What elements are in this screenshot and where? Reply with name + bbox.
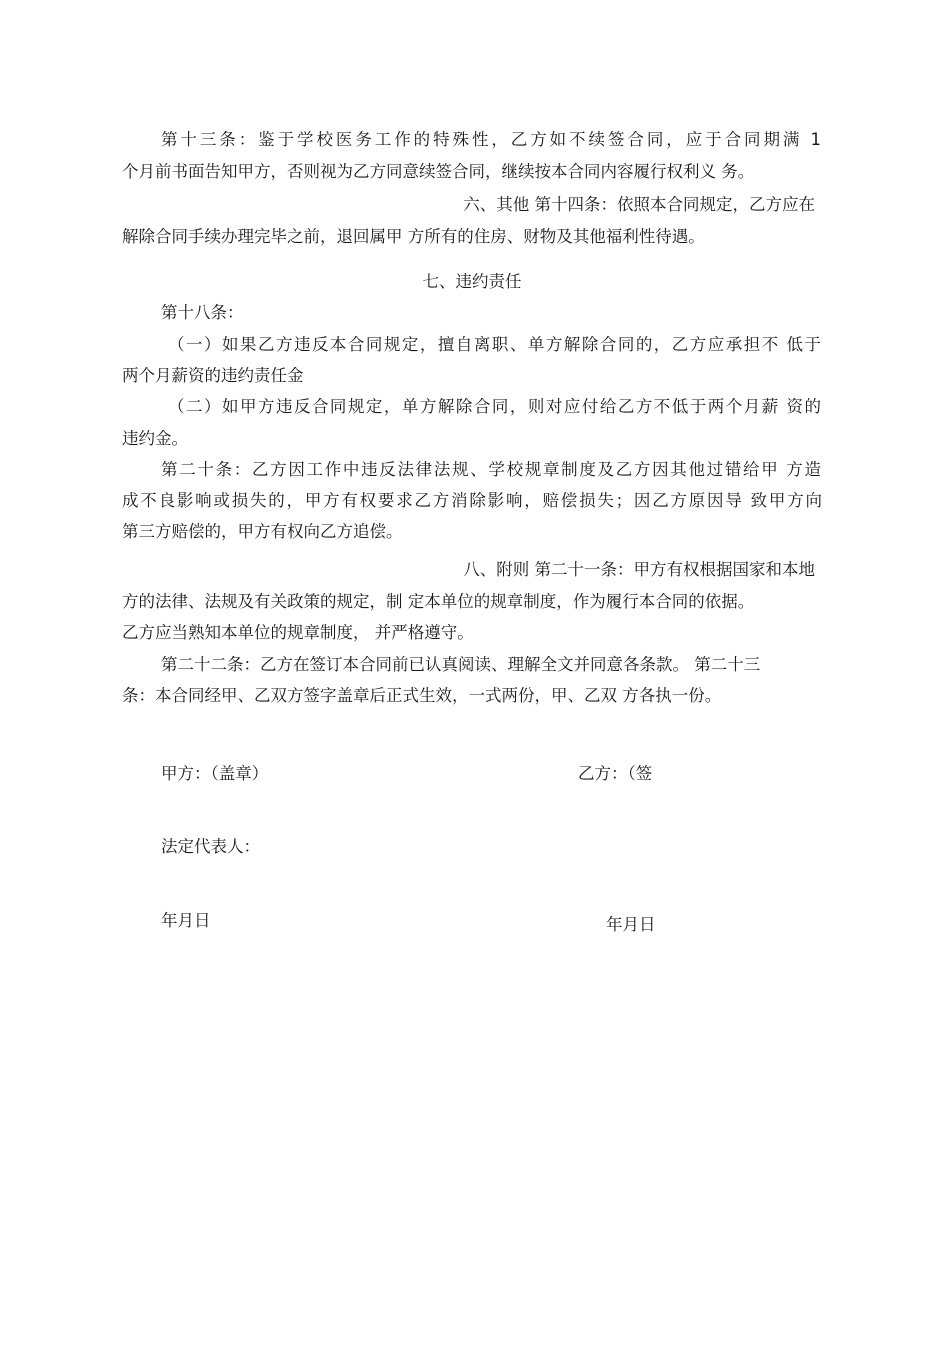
clause-21-line-3: 乙方应当熟知本单位的规章制度， 并严格遵守。 xyxy=(122,623,474,642)
clause-22-line-1: 第二十二条：乙方在签订本合同前已认真阅读、理解全文并同意各条款。 第二十三 xyxy=(161,655,761,674)
clause-18-item-1-line-1: （一）如果乙方违反本合同规定，擅自离职、单方解除合同的，乙方应承担不 低于 xyxy=(168,335,821,354)
party-b-date-label: 年月日 xyxy=(606,915,656,934)
clause-18-heading: 第十八条： xyxy=(161,303,244,322)
section-8-heading-line: 八、附则 第二十一条：甲方有权根据国家和本地 xyxy=(463,560,815,579)
clause-23-line-2: 条：本合同经甲、乙双方签字盖章后正式生效，一式两份，甲、乙双 方各执一份。 xyxy=(122,686,722,705)
section-7-heading: 七、违约责任 xyxy=(422,272,522,291)
section-6-heading-line: 六、其他 第十四条：依照本合同规定，乙方应在 xyxy=(463,195,815,214)
clause-18-item-2-line-1: （二）如甲方违反合同规定，单方解除合同，则对应付给乙方不低于两个月薪 资的 xyxy=(168,397,821,416)
party-a-date-label: 年月日 xyxy=(161,911,211,930)
clause-13-line-1: 第十三条：鉴于学校医务工作的特殊性，乙方如不续签合同，应于合同期满 1 xyxy=(161,130,821,149)
clause-21-line-2: 方的法律、法规及有关政策的规定，制 定本单位的规章制度，作为履行本合同的依据。 xyxy=(122,592,755,611)
clause-13-line-2: 个月前书面告知甲方，否则视为乙方同意续签合同，继续按本合同内容履行权利义 务。 xyxy=(122,162,755,181)
clause-14-line-2: 解除合同手续办理完毕之前，退回属甲 方所有的住房、财物及其他福利性待遇。 xyxy=(122,227,705,246)
clause-18-item-1-line-2: 两个月薪资的违约责任金 xyxy=(122,366,304,385)
clause-20-line-3: 第三方赔偿的，甲方有权向乙方追偿。 xyxy=(122,522,403,541)
legal-representative-label: 法定代表人： xyxy=(161,837,260,856)
party-b-sign-label: 乙方：（签 xyxy=(578,764,653,783)
party-a-seal-label: 甲方：（盖章） xyxy=(161,764,269,783)
clause-20-line-2: 成不良影响或损失的，甲方有权要求乙方消除影响，赔偿损失；因乙方原因导 致甲方向 xyxy=(122,491,822,510)
clause-18-item-2-line-2: 违约金。 xyxy=(122,429,188,448)
clause-20-line-1: 第二十条：乙方因工作中违反法律法规、学校规章制度及乙方因其他过错给甲 方造 xyxy=(161,460,821,479)
